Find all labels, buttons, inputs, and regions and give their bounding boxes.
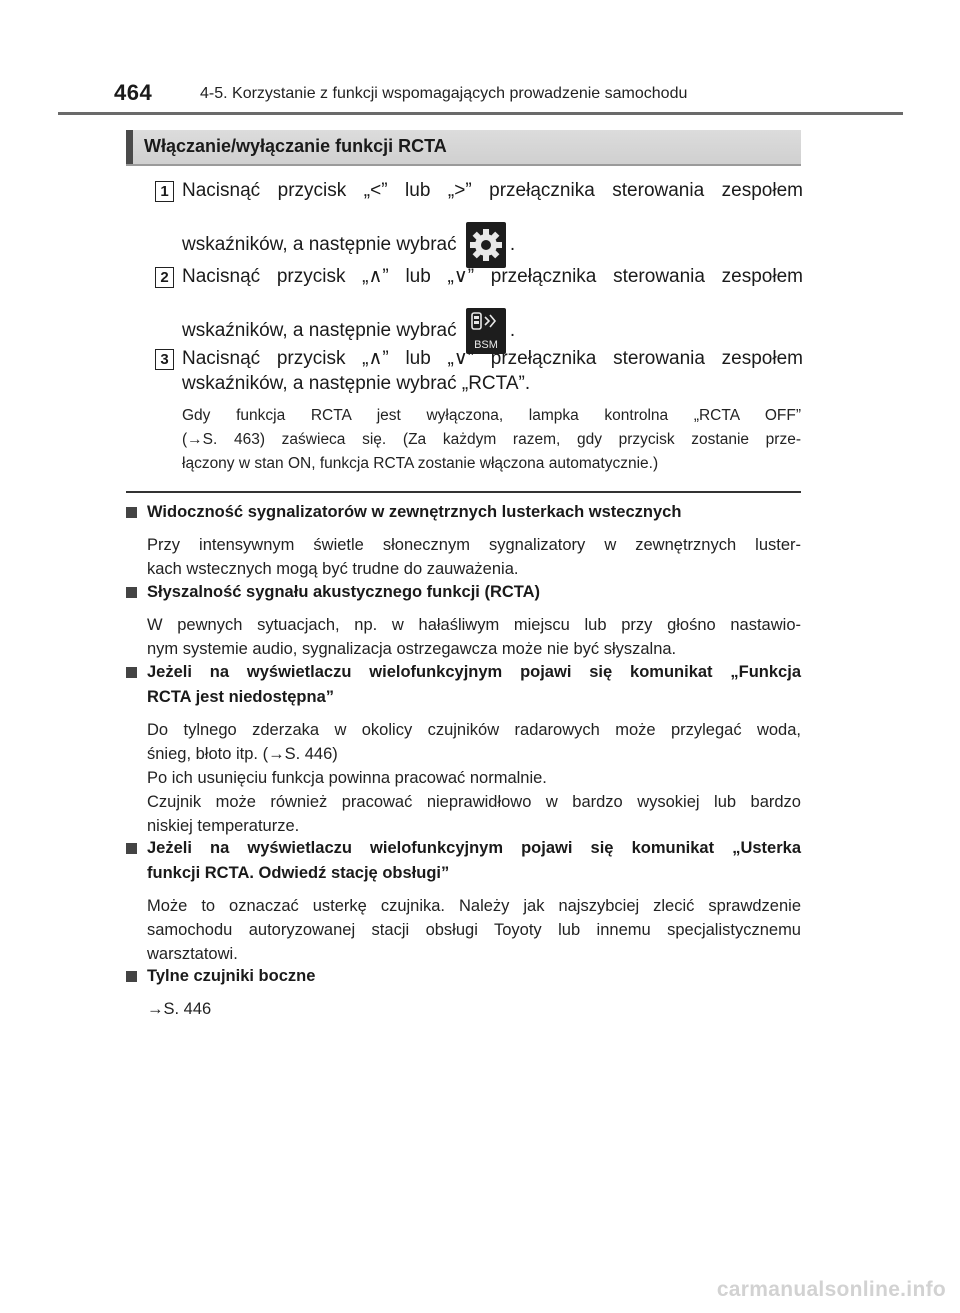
- step-text-period: .: [509, 234, 516, 256]
- page-header: [58, 78, 903, 115]
- step-text-period: .: [509, 320, 516, 342]
- note-line: (→S. 463) zaświeca się. (Za każdym razem, gdy przycisk zostanie prze-: [182, 431, 801, 448]
- step-number: 1: [155, 181, 174, 202]
- info-item-title: Tylne czujniki boczne: [126, 964, 801, 989]
- section-divider: [126, 491, 801, 493]
- step-note: [182, 404, 801, 476]
- chapter-title: 4-5. Korzystanie z funkcji wspomagających prowadzenie samochodu: [200, 85, 688, 102]
- step-text-line-1: Nacisnąć przycisk „∧” lub „∨” przełącznika sterowania zespołem: [182, 266, 803, 287]
- info-item-body: Do tylnego zderzaka w okolicy czujników radarowych może przylegać woda, śnieg, błoto itp. (→S. 446) Po ich usunięciu funkcja powinna pracować normalnie. Czujnik może również pracować nieprawidłowo w bardzo wysokiej lub bardzo niskiej temperaturze.: [147, 721, 801, 835]
- info-item: [126, 660, 801, 838]
- section-heading: [126, 130, 801, 166]
- note-line: Gdy funkcja RCTA jest wyłączona, lampka kontrolna „RCTA OFF”: [182, 407, 801, 424]
- section-title: Włączanie/wyłączanie funkcji RCTA: [144, 136, 447, 156]
- square-bullet-icon: [126, 507, 137, 518]
- step-text-line-2: [182, 222, 803, 268]
- bsm-icon-label: BSM: [473, 339, 498, 351]
- step-text: wskaźników, a następnie wybrać: [182, 320, 457, 342]
- info-item-title: Widoczność sygnalizatorów w zewnętrznych lusterkach wstecznych: [126, 500, 801, 525]
- info-item: [126, 500, 801, 581]
- step-3: [155, 346, 803, 402]
- step-1: [155, 178, 803, 258]
- info-item: [126, 836, 801, 966]
- square-bullet-icon: [126, 587, 137, 598]
- step-text: wskaźników, a następnie wybrać: [182, 234, 457, 256]
- square-bullet-icon: [126, 667, 137, 678]
- watermark: carmanualsonline.info: [716, 1278, 946, 1301]
- step-2: [155, 264, 803, 351]
- info-item-title: Jeżeli na wyświetlaczu wielofunkcyjnym pojawi się komunikat „Usterka funkcji RCTA. Odwiedź stację obsługi”: [126, 836, 801, 886]
- info-item-title: Słyszalność sygnału akustycznego funkcji (RCTA): [126, 580, 801, 605]
- gear-icon: [466, 222, 506, 268]
- square-bullet-icon: [126, 843, 137, 854]
- info-item: [126, 580, 801, 661]
- info-item-body: →S. 446: [147, 1000, 212, 1018]
- square-bullet-icon: [126, 971, 137, 982]
- info-item-body: W pewnych sytuacjach, np. w hałaśliwym miejscu lub przy głośno nastawio- nym systemie audio, sygnalizacja ostrzegawcza może nie być słyszalna.: [147, 616, 801, 658]
- info-item: [126, 964, 801, 1021]
- step-text-line-2: wskaźników, a następnie wybrać „RCTA”.: [182, 373, 531, 394]
- step-text-line-1: Nacisnąć przycisk „∧” lub „∨” przełącznika sterowania zespołem: [182, 348, 803, 369]
- info-item-body: Może to oznaczać usterkę czujnika. Należy jak najszybciej zlecić sprawdzenie samochodu autoryzowanej stacji obsługi Toyoty lub innemu specjalistycznemu warsztatowi.: [147, 897, 801, 963]
- step-number: 2: [155, 267, 174, 288]
- note-line: łączony w stan ON, funkcja RCTA zostanie włączona automatycznie.): [182, 455, 659, 472]
- section-heading-bar: [126, 130, 133, 164]
- step-text-line-1: Nacisnąć przycisk „<” lub „>” przełącznika sterowania zespołem: [182, 180, 803, 201]
- step-number: 3: [155, 349, 174, 370]
- info-item-title: Jeżeli na wyświetlaczu wielofunkcyjnym pojawi się komunikat „Funkcja RCTA jest niedostępna”: [126, 660, 801, 710]
- info-item-body: Przy intensywnym świetle słonecznym sygnalizatory w zewnętrznych luster- kach wstecznych mogą być trudne do zauważenia.: [147, 536, 801, 578]
- page-number: 464: [114, 80, 153, 105]
